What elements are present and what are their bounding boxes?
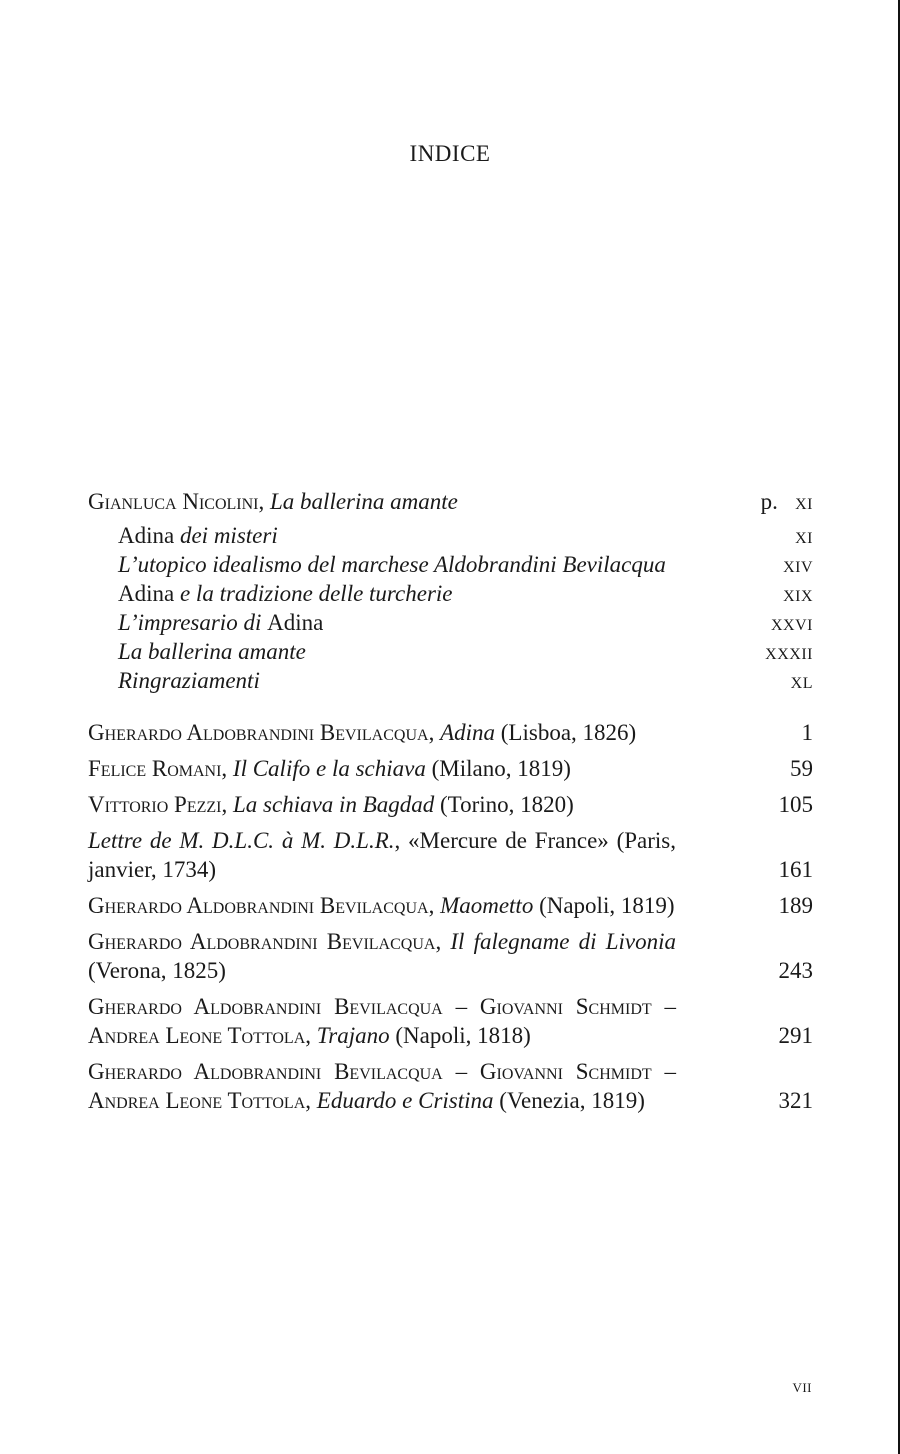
entry-text: [88, 754, 676, 783]
toc-entry: [88, 826, 813, 884]
entry-title: Lettre de M. D.L.C. à M. D.L.R.: [88, 828, 395, 853]
toc-section-entry: [88, 521, 813, 550]
toc-section-entry: [88, 666, 813, 695]
toc-entry: [88, 790, 813, 819]
section-title-part: L’utopico idealismo del marchese Aldobrandini Bevilacqua: [118, 552, 666, 577]
page-folio: vii: [792, 1376, 812, 1397]
entry-author: Gianluca Nicolini: [88, 489, 259, 514]
section-title-part: Adina: [118, 581, 175, 606]
section-title-part: La ballerina amante: [118, 639, 306, 664]
entry-text: [88, 826, 676, 884]
section-title: [88, 637, 706, 666]
section-title-part: Ringraziamenti: [118, 668, 260, 693]
entry-author: Gherardo Aldobrandini Bevilacqua – Giovanni Schmidt – Andrea Leone Tottola: [88, 994, 676, 1048]
entry-page: 321: [778, 1088, 813, 1113]
table-of-contents: [88, 487, 813, 1122]
section-page: xxxii: [765, 639, 813, 664]
entry-details: ,: [428, 893, 441, 918]
toc-entry: [88, 927, 813, 985]
entry-text: [88, 1057, 676, 1115]
entry-title: Il Califo e la schiava: [232, 756, 426, 781]
section-title-part: dei misteri: [174, 523, 278, 548]
section-page: xi: [795, 523, 813, 548]
section-page: xxvi: [771, 610, 813, 635]
entry-details: (Verona, 1825): [88, 958, 226, 983]
section-title: [88, 608, 706, 637]
section-title-part: e la tradizione delle turcherie: [174, 581, 453, 606]
entry-author: Gherardo Aldobrandini Bevilacqua: [88, 720, 429, 745]
entry-separator: ,: [258, 489, 271, 514]
entry-title: La ballerina amante: [270, 489, 458, 514]
toc-section-entry: [88, 637, 813, 666]
entry-details: ,: [221, 756, 233, 781]
toc-entry: [88, 718, 813, 747]
entry-details: ,: [428, 720, 441, 745]
entry-author: Felice Romani: [88, 756, 222, 781]
entry-author: Gherardo Aldobrandini Bevilacqua – Giovanni Schmidt – Andrea Leone Tottola: [88, 1059, 676, 1113]
section-page: xiv: [783, 552, 813, 577]
entry-title: Trajano: [316, 1023, 390, 1048]
toc-entry: [88, 891, 813, 920]
entry-details: (Napoli, 1819): [533, 893, 675, 918]
entry-author: Gherardo Aldobrandini Bevilacqua: [88, 893, 429, 918]
toc-section-entry: [88, 579, 813, 608]
entry-page: 189: [778, 893, 813, 918]
entry-text: [88, 718, 676, 747]
section-title-part: L’impresario di: [118, 610, 268, 635]
section-title: [88, 666, 706, 695]
entry-details: , «Mercure de France» (Paris, janvier, 1734): [88, 828, 676, 882]
entry-details: (Torino, 1820): [434, 792, 574, 817]
page-prefix: p.: [760, 489, 778, 514]
entry-title: Maometto: [440, 893, 534, 918]
entry-text: [88, 487, 676, 516]
toc-section-entry: [88, 550, 813, 579]
entry-page: [761, 487, 813, 516]
entry-page: 105: [778, 792, 813, 817]
toc-intro-entry: [88, 487, 813, 516]
entry-details: ,: [305, 1023, 317, 1048]
entry-details: ,: [221, 792, 233, 817]
entry-text: [88, 790, 676, 819]
section-page: xl: [790, 668, 813, 693]
entry-page: 161: [778, 857, 813, 882]
entry-author: Vittorio Pezzi: [88, 792, 222, 817]
section-title: [88, 579, 706, 608]
page-title: INDICE: [409, 141, 491, 166]
entry-text: [88, 927, 676, 985]
entry-page: 59: [790, 756, 813, 781]
entry-text: [88, 891, 676, 920]
entry-details: ,: [305, 1088, 317, 1113]
section-page: xix: [783, 581, 813, 606]
intro-sections: [88, 521, 813, 695]
section-title-part: Adina: [118, 523, 175, 548]
entry-details: (Venezia, 1819): [493, 1088, 645, 1113]
entry-page: 243: [778, 958, 813, 983]
entry-page: 1: [801, 720, 813, 745]
entry-author: Gherardo Aldobrandini Bevilacqua: [88, 929, 436, 954]
toc-section-entry: [88, 608, 813, 637]
entry-details: ,: [435, 929, 451, 954]
entry-details: (Napoli, 1818): [389, 1023, 531, 1048]
entry-title: Eduardo e Cristina: [316, 1088, 494, 1113]
page-number: xi: [795, 489, 813, 514]
section-title: [88, 521, 706, 550]
section-title: [88, 550, 706, 579]
entry-text: [88, 992, 676, 1050]
toc-entry: [88, 992, 813, 1050]
toc-entry: [88, 754, 813, 783]
entry-title: La schiava in Bagdad: [233, 792, 435, 817]
entry-title: Adina: [440, 720, 496, 745]
toc-entry: [88, 1057, 813, 1115]
entry-details: (Lisboa, 1826): [495, 720, 637, 745]
section-title-part: Adina: [267, 610, 324, 635]
entry-details: (Milano, 1819): [425, 756, 571, 781]
entry-title: Il falegname di Livonia: [450, 929, 676, 954]
entry-page: 291: [778, 1023, 813, 1048]
toc-entries: [88, 718, 813, 1115]
